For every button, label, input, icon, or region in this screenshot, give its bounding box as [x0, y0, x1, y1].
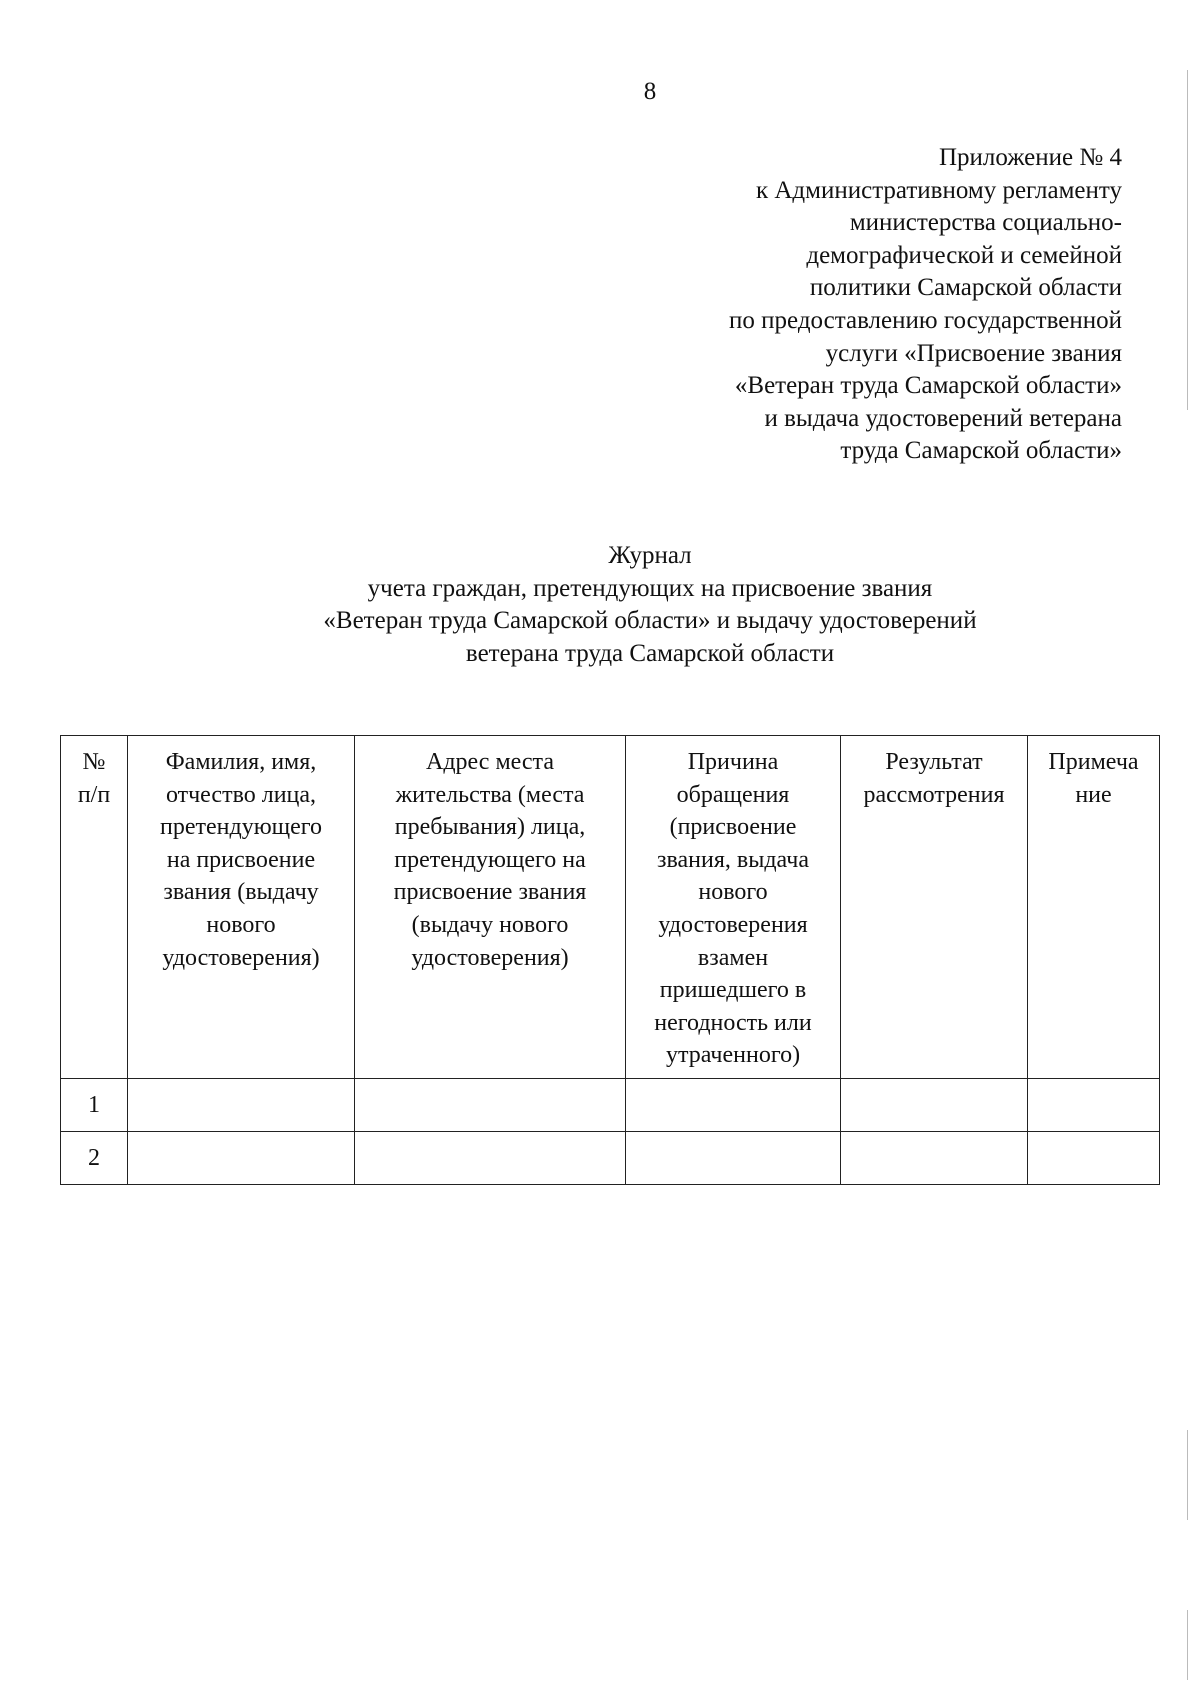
header-text: (выдачу нового	[411, 911, 569, 938]
appendix-line: труда Самарской области»	[840, 437, 1122, 465]
journal-subtitle-line: ветерана труда Самарской области	[465, 639, 835, 667]
journal-table-body	[61, 1078, 1160, 1184]
header-text: №	[82, 749, 106, 775]
table-cell	[1028, 1078, 1160, 1131]
appendix-line: и выдача удостоверений ветерана	[764, 404, 1122, 432]
table-cell	[128, 1131, 355, 1184]
header-text: звания (выдачу	[163, 879, 319, 906]
appendix-line: демографической и семейной	[806, 241, 1122, 269]
table-cell	[355, 1131, 626, 1184]
scan-edge-mark	[1187, 70, 1188, 410]
header-result	[841, 736, 1028, 1079]
appendix-line: политики Самарской области	[809, 274, 1122, 302]
table-cell	[128, 1078, 355, 1131]
header-row	[61, 736, 1160, 1079]
header-text: Адрес места	[426, 749, 554, 775]
scan-edge-mark	[1187, 1430, 1188, 1520]
journal-title: Журнал	[608, 542, 692, 569]
header-reason	[626, 736, 841, 1079]
header-text: претендующего	[160, 814, 322, 841]
journal-table	[60, 735, 1160, 1185]
header-text: удостоверения)	[411, 944, 569, 971]
table-row	[61, 1078, 1160, 1131]
header-text: Фамилия, имя,	[165, 749, 317, 775]
header-text: обращения	[676, 781, 790, 808]
header-text: негодность или	[654, 1009, 812, 1036]
journal-heading	[0, 540, 1200, 670]
header-text: удостоверения	[658, 911, 808, 938]
appendix-line: «Ветеран труда Самарской области»	[734, 372, 1122, 400]
header-text: ние	[1075, 781, 1112, 808]
header-text: претендующего на	[394, 846, 586, 873]
table-cell	[355, 1078, 626, 1131]
header-text: (присвоение	[669, 814, 797, 841]
header-text: рассмотрения	[863, 781, 1005, 808]
header-text: пришедшего в	[659, 977, 807, 1004]
table-cell	[626, 1131, 841, 1184]
header-text: присвоение звания	[393, 879, 587, 906]
journal-table-header	[61, 736, 1160, 1079]
header-note	[1028, 736, 1160, 1079]
table-cell	[1028, 1131, 1160, 1184]
table-cell	[841, 1078, 1028, 1131]
appendix-line: министерства социально-	[849, 209, 1122, 237]
page-number: 8	[643, 78, 657, 105]
header-text: нового	[206, 911, 276, 938]
header-text: жительства (места	[395, 781, 585, 808]
appendix-line: к Административному регламенту	[755, 176, 1122, 204]
row-number-cell: 1	[61, 1078, 128, 1131]
header-text: Причина	[687, 749, 779, 775]
row-number-cell: 2	[61, 1131, 128, 1184]
header-address	[355, 736, 626, 1079]
appendix-note	[729, 142, 1122, 468]
header-number	[61, 736, 128, 1079]
journal-subtitle-line: «Ветеран труда Самарской области» и выдачу удостоверений	[323, 607, 977, 635]
header-text: утраченного)	[665, 1042, 801, 1069]
journal-subtitle-line: учета граждан, претендующих на присвоение звания	[367, 574, 933, 602]
header-text: Результат	[885, 749, 983, 775]
header-text: на присвоение	[166, 846, 316, 873]
table-row	[61, 1131, 1160, 1184]
scan-edge-mark	[1187, 1610, 1188, 1680]
appendix-line: услуги «Присвоение звания	[825, 339, 1122, 367]
appendix-line: по предоставлению государственной	[729, 306, 1122, 334]
header-text: взамен	[697, 944, 769, 971]
header-text: п/п	[77, 781, 111, 808]
header-text: нового	[698, 879, 768, 906]
table-cell	[626, 1078, 841, 1131]
header-text: Примеча	[1048, 749, 1139, 775]
header-full-name	[128, 736, 355, 1079]
appendix-line: Приложение № 4	[938, 144, 1122, 171]
header-text: пребывания) лица,	[394, 814, 586, 841]
header-text: звания, выдача	[657, 846, 809, 873]
header-text: удостоверения)	[162, 944, 320, 971]
header-text: отчество лица,	[165, 781, 317, 808]
table-cell	[841, 1131, 1028, 1184]
